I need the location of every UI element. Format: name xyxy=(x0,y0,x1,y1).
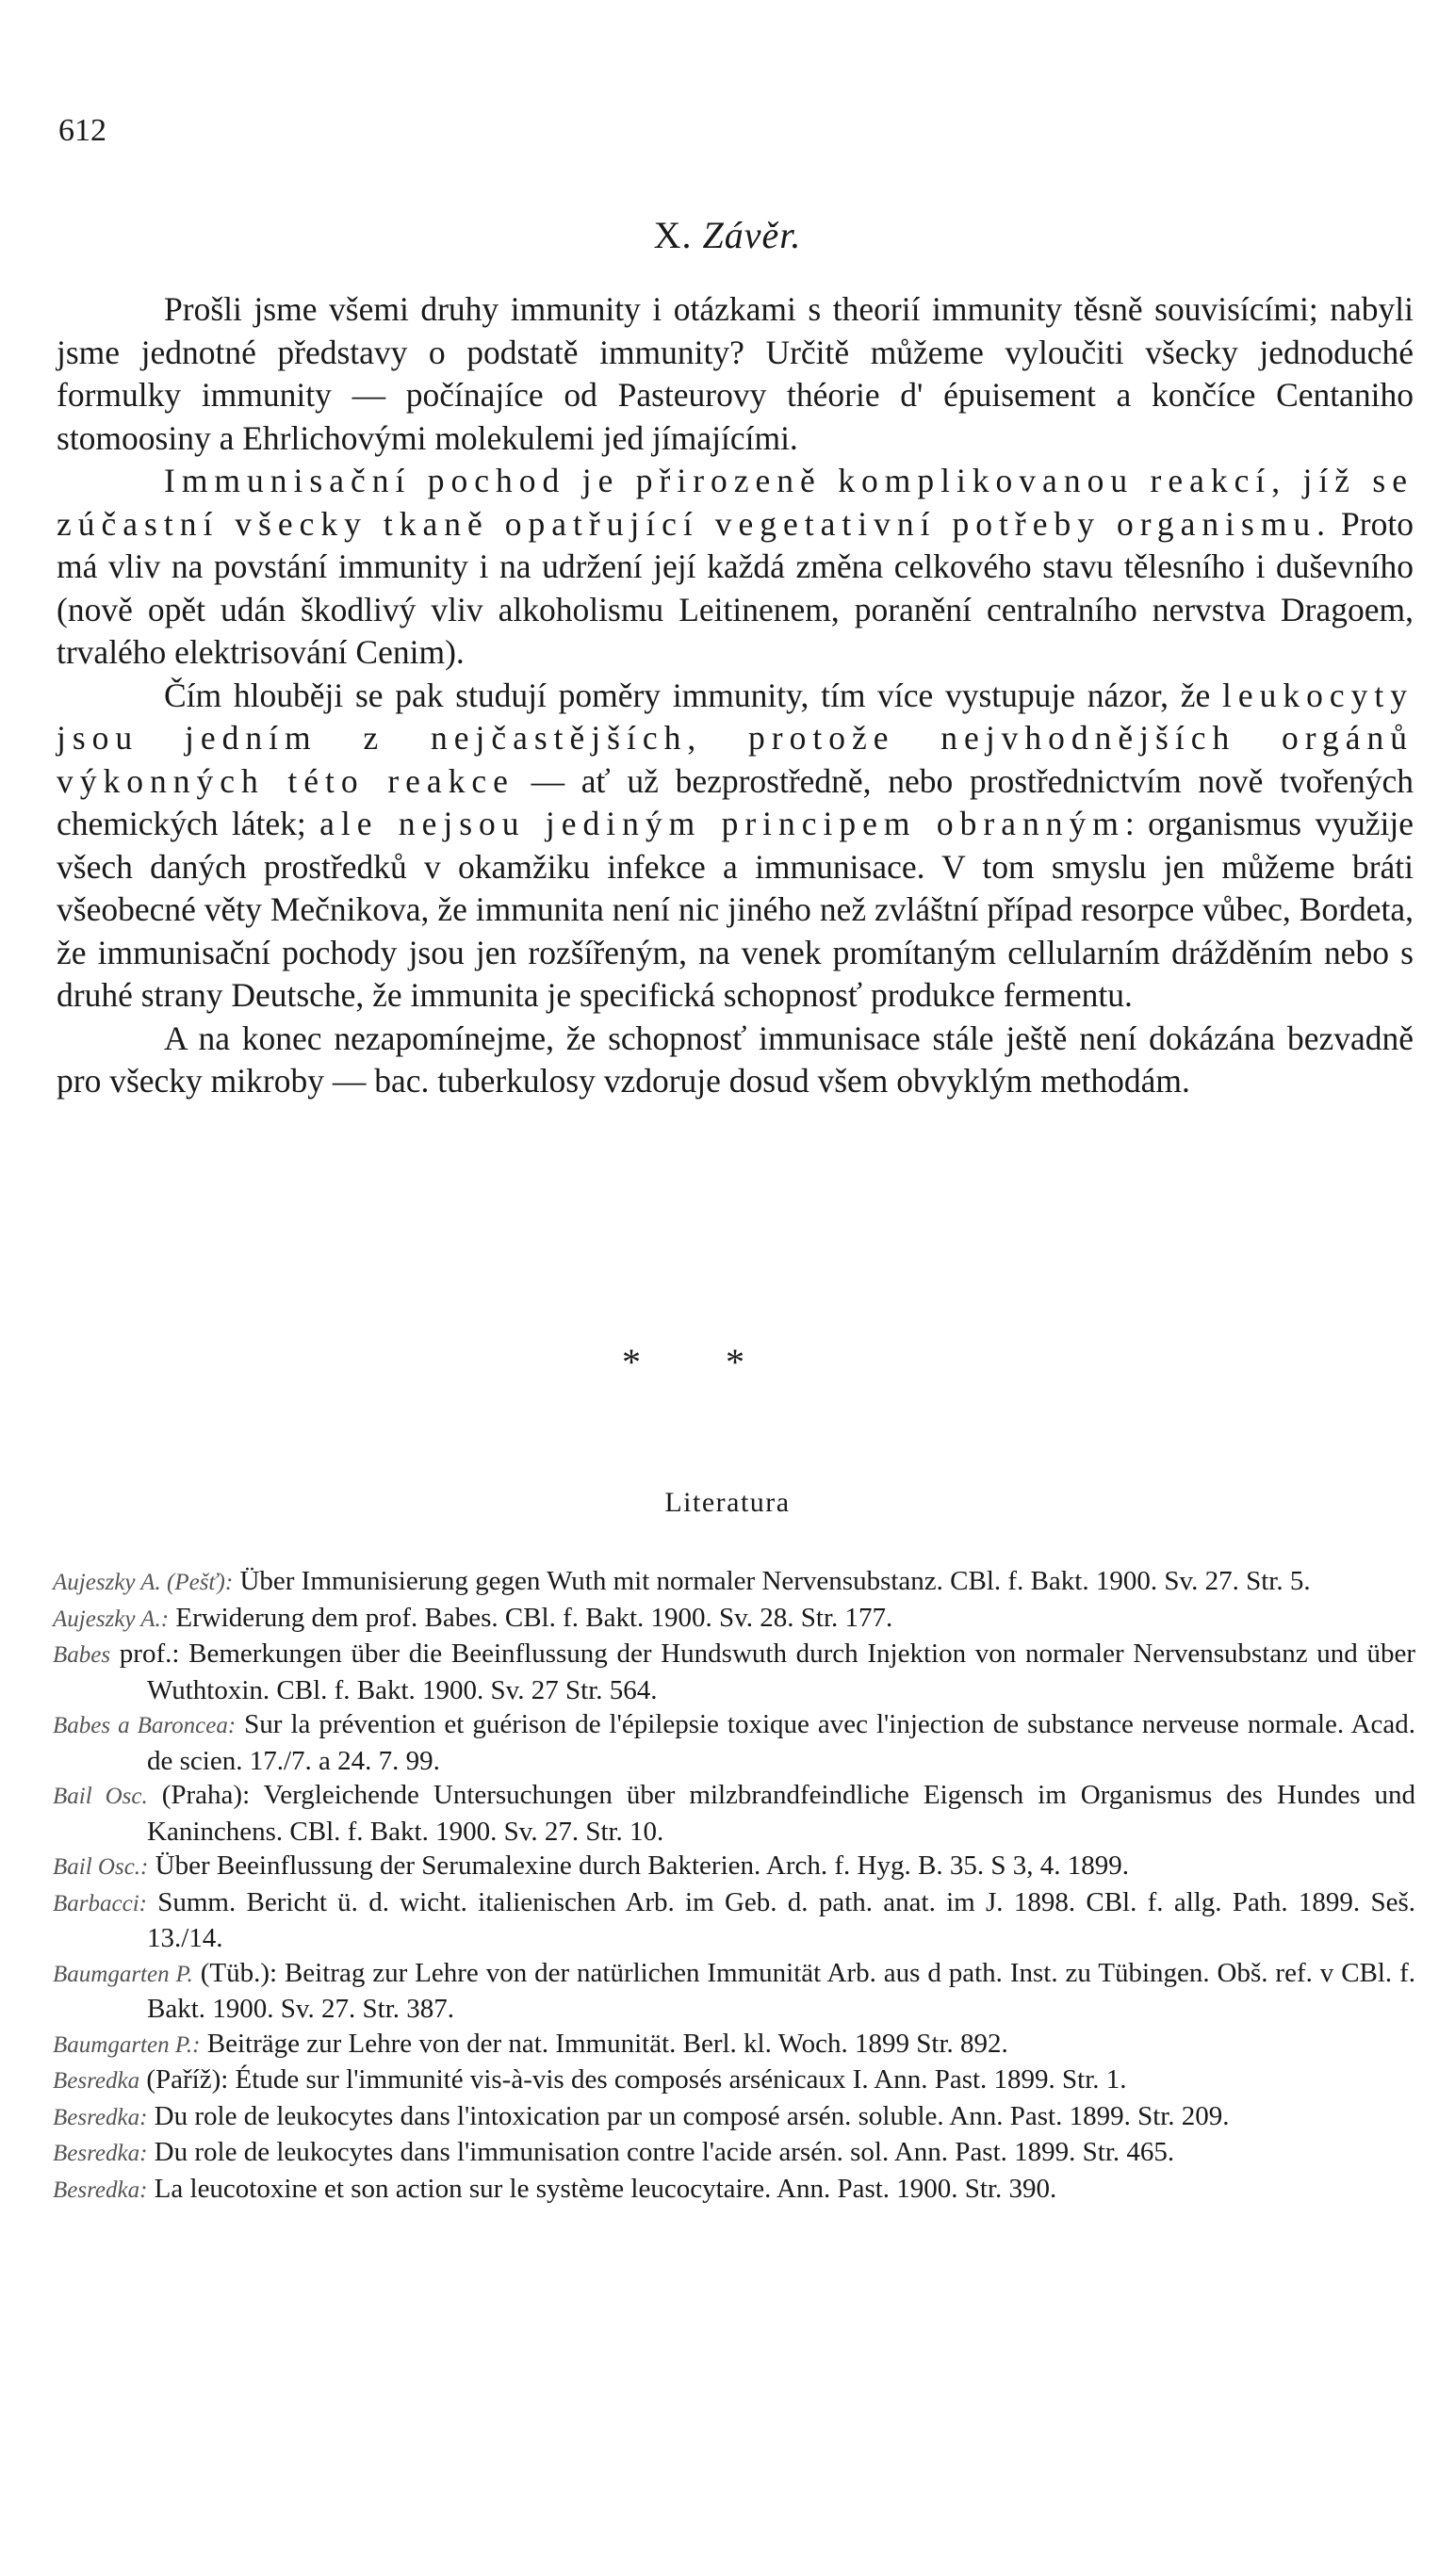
chapter-numeral: X. xyxy=(653,214,693,256)
chapter-title xyxy=(0,213,1455,257)
reference-text: La leucotoxine et son action sur le système leucocytaire. Ann. Past. 1900. Str. 390. xyxy=(147,2173,1057,2204)
reference-author: Baumgarten P.: xyxy=(53,2031,201,2058)
reference-entry xyxy=(53,1849,1415,1885)
reference-entry xyxy=(53,1637,1415,1707)
reference-text: Über Beeinflussung der Serumalexine durch Bakterien. Arch. f. Hyg. B. 35. S 3, 4. 1899. xyxy=(148,1850,1129,1881)
spaced-emphasis: Immunisační pochod je přirozeně komplikovanou reakcí, jíž se zúčastní všecky tkaně opatřující vegetativní potřeby organismu. xyxy=(57,462,1414,543)
reference-text: prof.: Bemerkungen über die Beeinflussung der Hundswuth durch Injektion von normaler Nervensubstanz und über Wuthtoxin. CBl. f. Bakt. 1900. Sv. 27 Str. 564. xyxy=(110,1639,1415,1705)
reference-text: (Praha): Vergleichende Untersuchungen über milzbrandfeindliche Eigensch im Organismus des Hundes und Kaninchens. CBl. f. Bakt. 1900. Sv. 27. Str. 10. xyxy=(147,1780,1415,1847)
asterisk: * xyxy=(726,1341,744,1383)
reference-author: Aujeszky A.: xyxy=(53,1606,170,1632)
asterisk: * xyxy=(622,1341,641,1383)
paragraph xyxy=(57,288,1414,460)
reference-entry xyxy=(53,2135,1415,2172)
reference-entry xyxy=(53,1778,1415,1849)
reference-entry xyxy=(53,1956,1415,2027)
reference-text: (Paříž): Étude sur l'immunité vis-à-vis des composés arsénicaux I. Ann. Past. 1899. Str. 1. xyxy=(139,2064,1127,2095)
reference-author: Babes xyxy=(53,1642,111,1668)
reference-author: Babes a Baroncea: xyxy=(53,1713,237,1738)
reference-text: Du role de leukocytes dans l'immunisation contre l'acide arsén. sol. Ann. Past. 1899. Str. 465. xyxy=(147,2137,1175,2167)
reference-author: Besredka: xyxy=(53,2104,148,2130)
reference-entry xyxy=(53,1564,1415,1601)
reference-author: Baumgarten P. xyxy=(53,1961,193,1987)
paragraph-text: Čím hlouběji se pak studují poměry immunity, tím více vystupuje názor, že xyxy=(164,676,1222,714)
reference-entry xyxy=(53,1885,1415,1956)
asterism xyxy=(622,1340,829,1384)
spaced-emphasis: leukocyty jsou jedním z nejčastějších, protože nejvhodnějších orgánů výkonných této reakce xyxy=(57,676,1414,800)
reference-text: Über Immunisierung gegen Wuth mit normaler Nervensubstanz. CBl. f. Bakt. 1900. Sv. 27. Str. 5. xyxy=(233,1566,1311,1596)
reference-author: Bail Osc.: xyxy=(53,1854,149,1880)
reference-author: Bail Osc. xyxy=(53,1784,148,1809)
paragraph-text: A na konec nezapomínejme, že schopnosť immunisace stále ještě není dokázána bezvadně pro všecky mikroby — bac. tuberkulosy vzdoruje dosud všem obvyklým methodám. xyxy=(57,1019,1414,1100)
paragraph-text: Prošli jsme všemi druhy immunity i otázkami s theorií immunity těsně souvisícími; nabyli jsme jednotné představy o podstatě immunity? Určitě můžeme vyloučiti všecky jednoduché formulky immunity — počínajíce od Pasteurovy théorie d' épuisement a končíce Centaniho stomoosiny a Ehrlichovými molekulemi jed jímajícími. xyxy=(57,290,1414,457)
spaced-emphasis: ale nejsou jediným principem obranným xyxy=(319,805,1125,842)
conclusion-text xyxy=(57,288,1414,1103)
reference-entry xyxy=(53,1707,1415,1778)
reference-author: Aujeszky A. (Pešť): xyxy=(53,1570,234,1595)
paragraph xyxy=(57,460,1414,675)
reference-author: Besredka xyxy=(53,2068,140,2094)
reference-text: Erwiderung dem prof. Babes. CBl. f. Bakt. 1900. Sv. 28. Str. 177. xyxy=(169,1602,893,1633)
reference-entry xyxy=(53,2062,1415,2099)
reference-list xyxy=(53,1564,1415,2208)
reference-author: Besredka: xyxy=(53,2141,148,2166)
chapter-title-text: Závěr. xyxy=(702,214,802,256)
reference-author: Besredka: xyxy=(53,2177,148,2203)
reference-author: Barbacci: xyxy=(53,1890,147,1916)
reference-text: (Tüb.): Beitrag zur Lehre von der natürlichen Immunität Arb. aus d path. Inst. zu Tübingen. Obš. ref. v CBl. f. Bakt. 1900. Sv. 27. Str. 387. xyxy=(147,1957,1415,2024)
paragraph xyxy=(57,1018,1414,1103)
paragraph-text: Proto má vliv na povstání immunity i na udržení její každá změna celkového stavu tělesního i duševního (nově opět udán škodlivý vliv alkoholismu Leitinenem, poranění centralního nervstva Dragoem, trvalého elektrisování Cenim). xyxy=(57,504,1414,671)
reference-text: Summ. Bericht ü. d. wicht. italienischen Arb. im Geb. d. path. anat. im J. 1898. CBl. f. allg. Path. 1899. Seš. 13./14. xyxy=(146,1886,1415,1953)
reference-entry xyxy=(53,2027,1415,2063)
page-number: 612 xyxy=(58,113,106,148)
reference-entry xyxy=(53,1601,1415,1638)
reference-text: Du role de leukocytes dans l'intoxication par un composé arsén. soluble. Ann. Past. 1899. Str. 209. xyxy=(147,2100,1230,2131)
paragraph xyxy=(57,675,1414,1018)
reference-text: Beiträge zur Lehre von der nat. Immunität. Berl. kl. Woch. 1899 Str. 892. xyxy=(200,2028,1008,2059)
reference-entry xyxy=(53,2099,1415,2136)
paragraph-text: — ať už bezprostředně, nebo prostřednictvím nově tvořených chemických látek; xyxy=(57,761,1414,842)
literature-heading: Literatura xyxy=(664,1487,791,1518)
reference-entry xyxy=(53,2172,1415,2209)
paragraph-text: : organismus využije všech daných prostředků v okamžiku infekce a immunisace. V tom smyslu jen můžeme bráti všeobecné věty Mečnikova, že immunita není nic jiného než zvláštní případ resorpce vůbec, Bordeta, že immunisační pochody jsou jen rozšířeným, na venek promítaným cellularním drážděním nebo s druhé strany Deutsche, že immunita je specifická schopnosť produkce fermentu. xyxy=(57,805,1414,1014)
reference-text: Sur la prévention et guérison de l'épilepsie toxique avec l'injection de substance nerveuse normale. Acad. de scien. 17./7. a 24. 7. 99. xyxy=(147,1709,1416,1776)
